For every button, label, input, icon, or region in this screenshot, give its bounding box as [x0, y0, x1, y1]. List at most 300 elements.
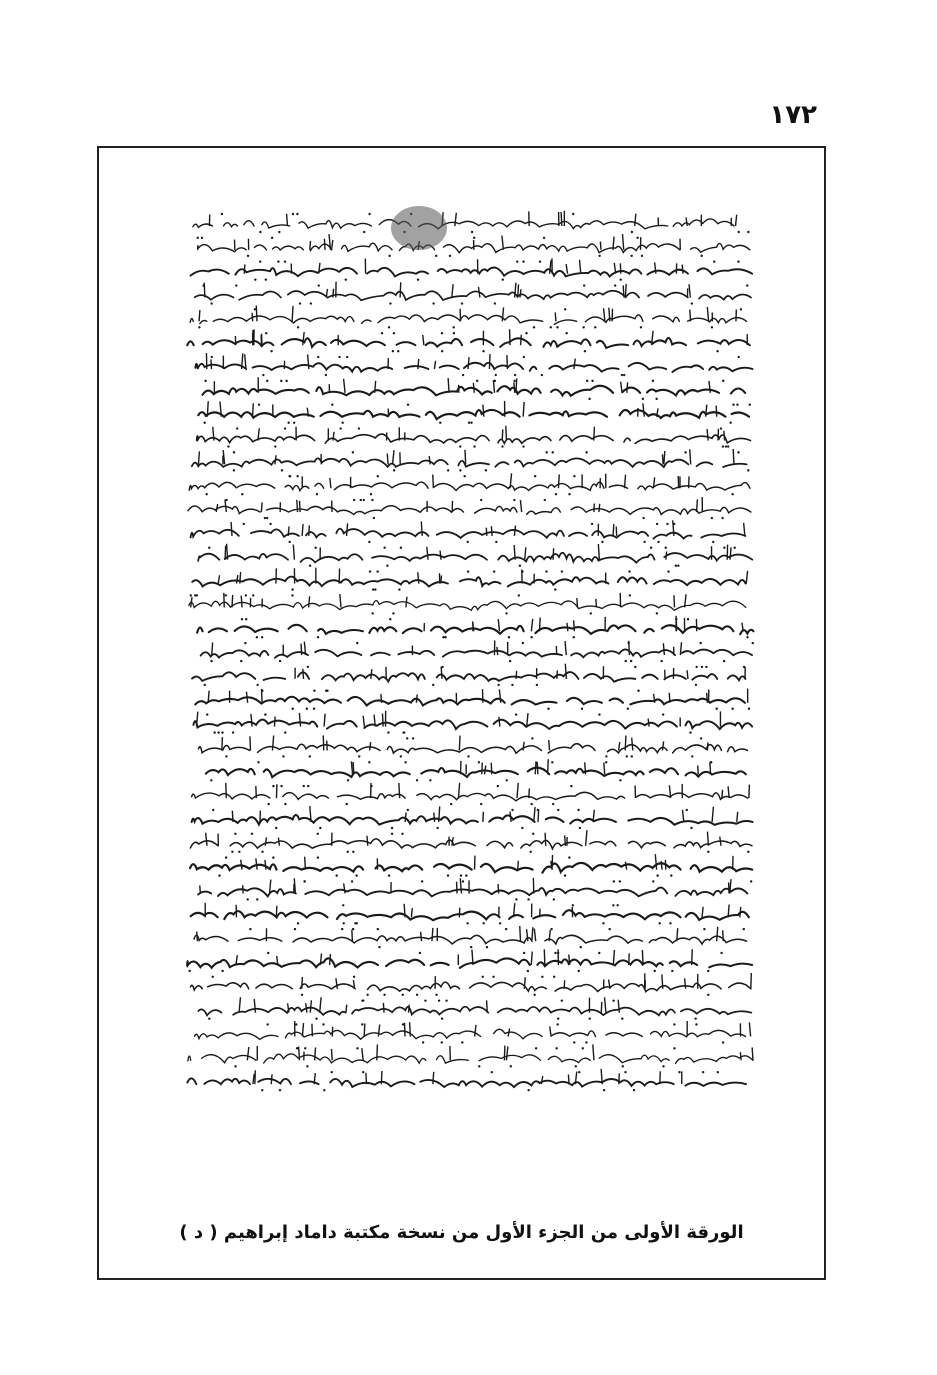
manuscript-stroke: [351, 761, 352, 774]
manuscript-stroke: [247, 1047, 248, 1060]
manuscript-dot: [353, 499, 355, 501]
manuscript-dot: [747, 851, 749, 853]
manuscript-dot: [231, 851, 233, 853]
manuscript-dot: [271, 237, 273, 239]
manuscript-dot: [598, 255, 600, 257]
manuscript-dot: [613, 880, 615, 882]
manuscript-stroke: [240, 572, 241, 583]
manuscript-stroke: [381, 694, 382, 703]
manuscript-dot: [317, 356, 319, 358]
manuscript-dot: [737, 260, 739, 262]
manuscript-dot: [245, 594, 247, 596]
manuscript-stroke: [518, 861, 519, 870]
manuscript-stroke: [256, 858, 257, 869]
manuscript-dot: [459, 445, 461, 447]
manuscript-dot: [691, 302, 693, 304]
manuscript-stroke: [682, 265, 683, 274]
manuscript-stroke: [344, 883, 345, 893]
manuscript-stroke: [692, 949, 693, 965]
manuscript-stroke: [520, 500, 521, 512]
manuscript-dot: [642, 398, 644, 400]
manuscript-dot: [533, 994, 535, 996]
manuscript-dot: [627, 642, 629, 644]
manuscript-stroke: [434, 361, 435, 369]
manuscript-stroke: [346, 1005, 347, 1013]
manuscript-dot: [306, 708, 308, 710]
manuscript-stroke: [600, 242, 601, 250]
manuscript-stroke: [227, 544, 228, 560]
manuscript-dot: [419, 952, 421, 954]
manuscript-dot: [671, 970, 673, 972]
manuscript-dot: [482, 350, 484, 352]
manuscript-dot: [435, 994, 437, 996]
manuscript-stroke: [231, 522, 232, 536]
manuscript-dot: [624, 1071, 626, 1073]
manuscript-dot: [655, 398, 657, 400]
manuscript-dot: [555, 1047, 557, 1049]
manuscript-dot: [497, 785, 499, 787]
manuscript-stroke: [498, 884, 499, 893]
manuscript-dot: [690, 827, 692, 829]
manuscript-dot: [746, 636, 748, 638]
manuscript-dot: [694, 1017, 696, 1019]
manuscript-stroke: [410, 1022, 411, 1036]
manuscript-line: [193, 219, 734, 229]
manuscript-dot: [686, 809, 688, 811]
manuscript-dot: [622, 1065, 624, 1067]
manuscript-line: [192, 792, 748, 801]
manuscript-dot: [449, 255, 451, 257]
manuscript-stroke: [387, 454, 388, 465]
manuscript-image: [179, 198, 759, 1118]
manuscript-stroke: [308, 354, 309, 369]
manuscript-stroke: [254, 999, 255, 1013]
manuscript-stroke: [541, 1076, 542, 1084]
manuscript-stroke: [716, 406, 717, 417]
manuscript-dot: [295, 1023, 297, 1025]
manuscript-stroke: [366, 1073, 367, 1084]
manuscript-dot: [345, 278, 347, 280]
manuscript-dot: [240, 660, 242, 662]
manuscript-dot: [591, 380, 593, 382]
manuscript-stroke: [594, 427, 595, 441]
figure-caption: الورقة الأولى من الجزء الأول من نسخة مكتبة داماد إبراهيم ( د ): [179, 1222, 744, 1243]
manuscript-dot: [636, 237, 638, 239]
manuscript-stroke: [548, 759, 549, 774]
manuscript-dot: [221, 970, 223, 972]
manuscript-dot: [716, 350, 718, 352]
manuscript-line: [189, 482, 750, 491]
manuscript-stroke: [605, 997, 606, 1012]
manuscript-stroke: [604, 763, 605, 775]
manuscript-dot: [447, 469, 449, 471]
manuscript-dot: [660, 660, 662, 662]
manuscript-stroke: [737, 812, 738, 822]
manuscript-stroke: [253, 1074, 254, 1084]
manuscript-dot: [492, 976, 494, 978]
manuscript-dot: [621, 374, 623, 376]
manuscript-dot: [398, 588, 400, 590]
manuscript-dot: [669, 922, 671, 924]
manuscript-dot: [358, 427, 360, 429]
manuscript-dot: [441, 1017, 443, 1019]
manuscript-stroke: [216, 504, 217, 512]
manuscript-stroke: [330, 954, 331, 965]
manuscript-stroke: [534, 929, 535, 942]
manuscript-stroke: [521, 335, 522, 345]
manuscript-dot: [383, 994, 385, 996]
manuscript-dot: [442, 636, 444, 638]
manuscript-dot: [723, 547, 725, 549]
manuscript-stroke: [418, 359, 419, 369]
manuscript-dot: [421, 880, 423, 882]
manuscript-dot: [629, 594, 631, 596]
manuscript-stroke: [310, 1000, 311, 1012]
manuscript-stroke: [690, 449, 691, 464]
manuscript-dot: [738, 356, 740, 358]
manuscript-stroke: [661, 861, 662, 870]
manuscript-dot: [712, 541, 714, 543]
manuscript-stroke: [197, 932, 198, 942]
manuscript-stroke: [309, 596, 310, 607]
manuscript-dot: [353, 976, 355, 978]
manuscript-stroke: [441, 575, 442, 583]
manuscript-dot: [323, 1089, 325, 1091]
manuscript-dot: [309, 565, 311, 567]
manuscript-stroke: [498, 619, 499, 631]
manuscript-stroke: [452, 284, 453, 297]
manuscript-dot: [561, 999, 563, 1001]
manuscript-dot: [346, 356, 348, 358]
manuscript-stroke: [550, 1027, 551, 1037]
manuscript-dot: [325, 374, 327, 376]
manuscript-stroke: [271, 1074, 272, 1084]
manuscript-dot: [677, 565, 679, 567]
manuscript-dot: [666, 523, 668, 525]
manuscript-dot: [675, 565, 677, 567]
manuscript-dot: [280, 380, 282, 382]
manuscript-dot: [511, 684, 513, 686]
manuscript-dot: [381, 332, 383, 334]
manuscript-dot: [662, 1065, 664, 1067]
manuscript-dot: [444, 636, 446, 638]
manuscript-dot: [284, 731, 286, 733]
manuscript-stroke: [669, 693, 670, 703]
manuscript-stroke: [272, 736, 273, 751]
manuscript-dot: [750, 880, 752, 882]
manuscript-stroke: [663, 643, 664, 655]
manuscript-line: [182, 458, 746, 467]
manuscript-dot: [650, 547, 652, 549]
manuscript-dot: [217, 731, 219, 733]
manuscript-dot: [731, 493, 733, 495]
manuscript-stroke: [310, 241, 311, 250]
manuscript-stroke: [320, 997, 321, 1012]
manuscript-dot: [322, 1023, 324, 1025]
manuscript-dot: [252, 594, 254, 596]
manuscript-stroke: [622, 234, 623, 250]
manuscript-dot: [407, 404, 409, 406]
manuscript-line: [190, 839, 752, 849]
manuscript-line: [189, 601, 746, 611]
manuscript-line: [197, 625, 753, 634]
manuscript-dot: [244, 642, 246, 644]
manuscript-stroke: [623, 285, 624, 297]
manuscript-dot: [462, 880, 464, 882]
manuscript-dot: [313, 708, 315, 710]
manuscript-dot: [360, 499, 362, 501]
manuscript-dot: [465, 874, 467, 876]
manuscript-stroke: [206, 833, 207, 846]
manuscript-dot: [366, 994, 368, 996]
manuscript-dot: [393, 469, 395, 471]
manuscript-dot: [249, 928, 251, 930]
manuscript-stroke: [609, 308, 610, 322]
manuscript-dot: [748, 708, 750, 710]
manuscript-dot: [341, 928, 343, 930]
manuscript-dot: [403, 731, 405, 733]
manuscript-line: [188, 1054, 753, 1063]
manuscript-dot: [480, 803, 482, 805]
manuscript-dot: [506, 779, 508, 781]
manuscript-dot: [256, 684, 258, 686]
manuscript-dot: [261, 851, 263, 853]
manuscript-dot: [257, 761, 259, 763]
manuscript-dot: [397, 350, 399, 352]
manuscript-dot: [261, 636, 263, 638]
manuscript-dot: [582, 1047, 584, 1049]
manuscript-dot: [513, 380, 515, 382]
manuscript-dot: [352, 451, 354, 453]
manuscript-stroke: [538, 809, 539, 822]
manuscript-dot: [581, 708, 583, 710]
manuscript-dot: [347, 779, 349, 781]
manuscript-stroke: [212, 642, 213, 655]
manuscript-dot: [450, 803, 452, 805]
manuscript-stroke: [455, 213, 456, 226]
manuscript-stroke: [309, 525, 310, 535]
manuscript-dot: [241, 493, 243, 495]
manuscript-dot: [628, 570, 630, 572]
manuscript-stroke: [340, 594, 341, 607]
manuscript-dot: [605, 755, 607, 757]
manuscript-stroke: [378, 1025, 379, 1037]
manuscript-dot: [279, 1089, 281, 1091]
manuscript-stroke: [565, 641, 566, 655]
manuscript-dot: [673, 1047, 675, 1049]
manuscript-dot: [701, 666, 703, 668]
manuscript-stroke: [499, 689, 500, 702]
manuscript-dot: [550, 326, 552, 328]
manuscript-stroke: [549, 740, 550, 750]
manuscript-dot: [478, 761, 480, 763]
manuscript-stroke: [433, 475, 434, 489]
manuscript-stroke: [293, 544, 294, 559]
manuscript-dot: [495, 374, 497, 376]
manuscript-dot: [495, 541, 497, 543]
manuscript-dot: [388, 326, 390, 328]
manuscript-dot: [355, 874, 357, 876]
manuscript-dot: [720, 427, 722, 429]
manuscript-stroke: [749, 1022, 750, 1036]
manuscript-stroke: [618, 1000, 619, 1013]
manuscript-dot: [460, 874, 462, 876]
manuscript-dot: [204, 380, 206, 382]
manuscript-stroke: [682, 810, 683, 822]
manuscript-dot: [296, 1047, 298, 1049]
manuscript-stroke: [432, 928, 433, 941]
manuscript-stroke: [440, 551, 441, 560]
manuscript-dot: [318, 284, 320, 286]
manuscript-stroke: [569, 955, 570, 965]
manuscript-line: [191, 910, 749, 920]
manuscript-dot: [473, 445, 475, 447]
manuscript-stroke: [613, 524, 614, 536]
manuscript-dot: [356, 1047, 358, 1049]
manuscript-dot: [478, 1065, 480, 1067]
manuscript-dot: [301, 994, 303, 996]
manuscript-stroke: [625, 862, 626, 870]
manuscript-stroke: [516, 378, 517, 392]
manuscript-dot: [268, 803, 270, 805]
manuscript-dot: [536, 684, 538, 686]
manuscript-dot: [292, 708, 294, 710]
manuscript-dot: [722, 445, 724, 447]
manuscript-dot: [432, 684, 434, 686]
manuscript-dot: [568, 856, 570, 858]
manuscript-dot: [494, 380, 496, 382]
manuscript-line: [186, 577, 745, 587]
manuscript-dot: [658, 922, 660, 924]
manuscript-stroke: [491, 526, 492, 536]
manuscript-dot: [545, 570, 547, 572]
manuscript-dot: [304, 1047, 306, 1049]
manuscript-dot: [508, 636, 510, 638]
manuscript-dot: [572, 213, 574, 215]
manuscript-dot: [554, 588, 556, 590]
manuscript-stroke: [250, 736, 251, 750]
manuscript-dot: [527, 970, 529, 972]
manuscript-stroke: [642, 950, 643, 965]
manuscript-dot: [272, 785, 274, 787]
manuscript-stroke: [540, 617, 541, 631]
manuscript-dot: [673, 1023, 675, 1025]
manuscript-stroke: [393, 450, 394, 464]
manuscript-dot: [703, 928, 705, 930]
manuscript-stroke: [643, 403, 644, 416]
manuscript-stroke: [265, 860, 266, 870]
manuscript-dot: [556, 326, 558, 328]
manuscript-stroke: [252, 313, 253, 322]
manuscript-dot: [356, 642, 358, 644]
manuscript-dot: [291, 588, 293, 590]
manuscript-stroke: [740, 907, 741, 917]
manuscript-line: [190, 863, 752, 873]
manuscript-dot: [374, 588, 376, 590]
manuscript-stroke: [740, 1052, 741, 1060]
manuscript-dot: [585, 1041, 587, 1043]
manuscript-stroke: [698, 766, 699, 775]
manuscript-stroke: [434, 813, 435, 822]
manuscript-dot: [519, 565, 521, 567]
manuscript-stroke: [207, 401, 208, 417]
manuscript-stroke: [666, 551, 667, 559]
manuscript-dot: [534, 475, 536, 477]
manuscript-dot: [539, 260, 541, 262]
manuscript-dot: [259, 231, 261, 233]
manuscript-dot: [284, 803, 286, 805]
manuscript-stroke: [690, 310, 691, 322]
manuscript-dot: [303, 785, 305, 787]
manuscript-stroke: [265, 837, 266, 845]
manuscript-dot: [752, 642, 754, 644]
manuscript-dot: [555, 493, 557, 495]
manuscript-dot: [553, 976, 555, 978]
manuscript-dot: [486, 946, 488, 948]
manuscript-dot: [392, 350, 394, 352]
manuscript-dot: [700, 737, 702, 739]
manuscript-stroke: [433, 1072, 434, 1084]
manuscript-dot: [687, 618, 689, 620]
manuscript-stroke: [473, 383, 474, 393]
manuscript-stroke: [619, 742, 620, 750]
manuscript-dot: [275, 827, 277, 829]
manuscript-dot: [422, 1041, 424, 1043]
manuscript-dot: [700, 255, 702, 257]
manuscript-dot: [723, 660, 725, 662]
manuscript-dot: [358, 755, 360, 757]
manuscript-stroke: [274, 717, 275, 727]
manuscript-dot: [201, 237, 203, 239]
manuscript-stroke: [331, 1049, 332, 1060]
manuscript-dot: [292, 213, 294, 215]
manuscript-dot: [530, 636, 532, 638]
manuscript-stroke: [241, 860, 242, 870]
manuscript-stroke: [685, 978, 686, 989]
manuscript-line: [198, 888, 747, 897]
manuscript-dot: [205, 493, 207, 495]
manuscript-stroke: [302, 977, 303, 989]
manuscript-stroke: [421, 932, 422, 941]
manuscript-dot: [389, 302, 391, 304]
manuscript-dot: [627, 708, 629, 710]
manuscript-dot: [467, 570, 469, 572]
manuscript-dot: [530, 851, 532, 853]
manuscript-dot: [491, 1071, 493, 1073]
manuscript-stroke: [352, 930, 353, 941]
manuscript-stroke: [253, 403, 254, 416]
manuscript-line: [188, 506, 751, 515]
manuscript-dot: [401, 833, 403, 835]
manuscript-dot: [711, 517, 713, 519]
manuscript-stroke: [544, 949, 545, 965]
manuscript-dot: [315, 1017, 317, 1019]
manuscript-stroke: [520, 926, 521, 941]
manuscript-stroke: [568, 1075, 569, 1085]
manuscript-dot: [509, 660, 511, 662]
manuscript-dot: [316, 493, 318, 495]
manuscript-dot: [335, 874, 337, 876]
manuscript-stroke: [465, 450, 466, 465]
manuscript-stroke: [567, 623, 568, 631]
manuscript-stroke: [381, 1071, 382, 1084]
manuscript-dot: [208, 1017, 210, 1019]
manuscript-dot: [619, 880, 621, 882]
manuscript-dot: [361, 999, 363, 1001]
manuscript-dot: [573, 475, 575, 477]
manuscript-stroke: [288, 526, 289, 535]
manuscript-dot: [438, 999, 440, 1001]
